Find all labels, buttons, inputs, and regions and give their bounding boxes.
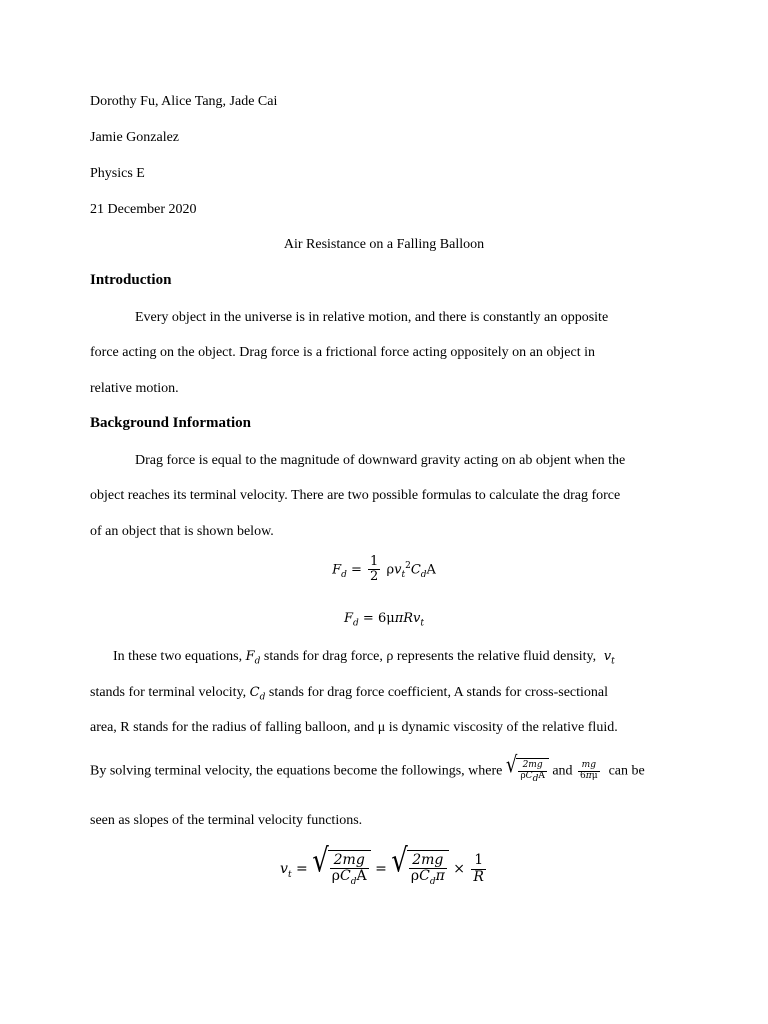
explanation-line-3: area, R stands for the radius of falling balloon, and μ is dynamic viscosity of the relative fluid. [90, 720, 618, 735]
explanation-line-5: seen as slopes of the terminal velocity functions. [90, 813, 363, 828]
explanation-line-4: By solving terminal velocity, the equations become the followings, where √ $\frac{2mg}{\rho C_dA}$ and $\frac{mg}{6\pi\mu}$ can be [90, 752, 645, 784]
drag-force-equation-linear: $F_d = 6\mu\pi Rv_t$ [344, 611, 424, 629]
paragraph-line: Drag force is equal to the magnitude of downward gravity acting on ab objent when the [135, 453, 626, 468]
document-title: Air Resistance on a Falling Balloon [283, 237, 485, 252]
paragraph-line: force acting on the object. Drag force is a frictional force acting oppositely on an object in [90, 345, 595, 360]
paragraph-line: object reaches its terminal velocity. There are two possible formulas to calculate the drag force [90, 488, 621, 503]
background-heading: Background Information [90, 415, 252, 431]
introduction-heading: Introduction [90, 272, 172, 288]
teacher-name: Jamie Gonzalez [90, 130, 180, 145]
paragraph-line: Every object in the universe is in relative motion, and there is constantly an opposite [135, 310, 609, 325]
terminal-velocity-equation: $v_t$ = √ $\frac{2mg}{\rho C_dA}$ = √ $\frac{2mg}{\rho C_d\pi}$ × $\frac{1}{R}$ [280, 842, 484, 888]
document-date: 21 December 2020 [90, 202, 197, 217]
paragraph-line: of an object that is shown below. [90, 524, 274, 539]
explanation-line-2: stands for terminal velocity, $C_d$ stands for drag force coefficient, A stands for cross-sectional [90, 685, 609, 703]
explanation-line-1: In these two equations, $F_d$ stands for drag force, ρ represents the relative fluid density, $v_t$ [113, 649, 615, 667]
drag-force-equation-quadratic: $F_d$ = $\frac{1}{2}$ $\rho v_t^2C_dA$ [332, 554, 436, 585]
author-names: Dorothy Fu, Alice Tang, Jade Cai [90, 94, 278, 109]
course-name: Physics E [90, 166, 145, 181]
paragraph-line: relative motion. [90, 381, 179, 396]
